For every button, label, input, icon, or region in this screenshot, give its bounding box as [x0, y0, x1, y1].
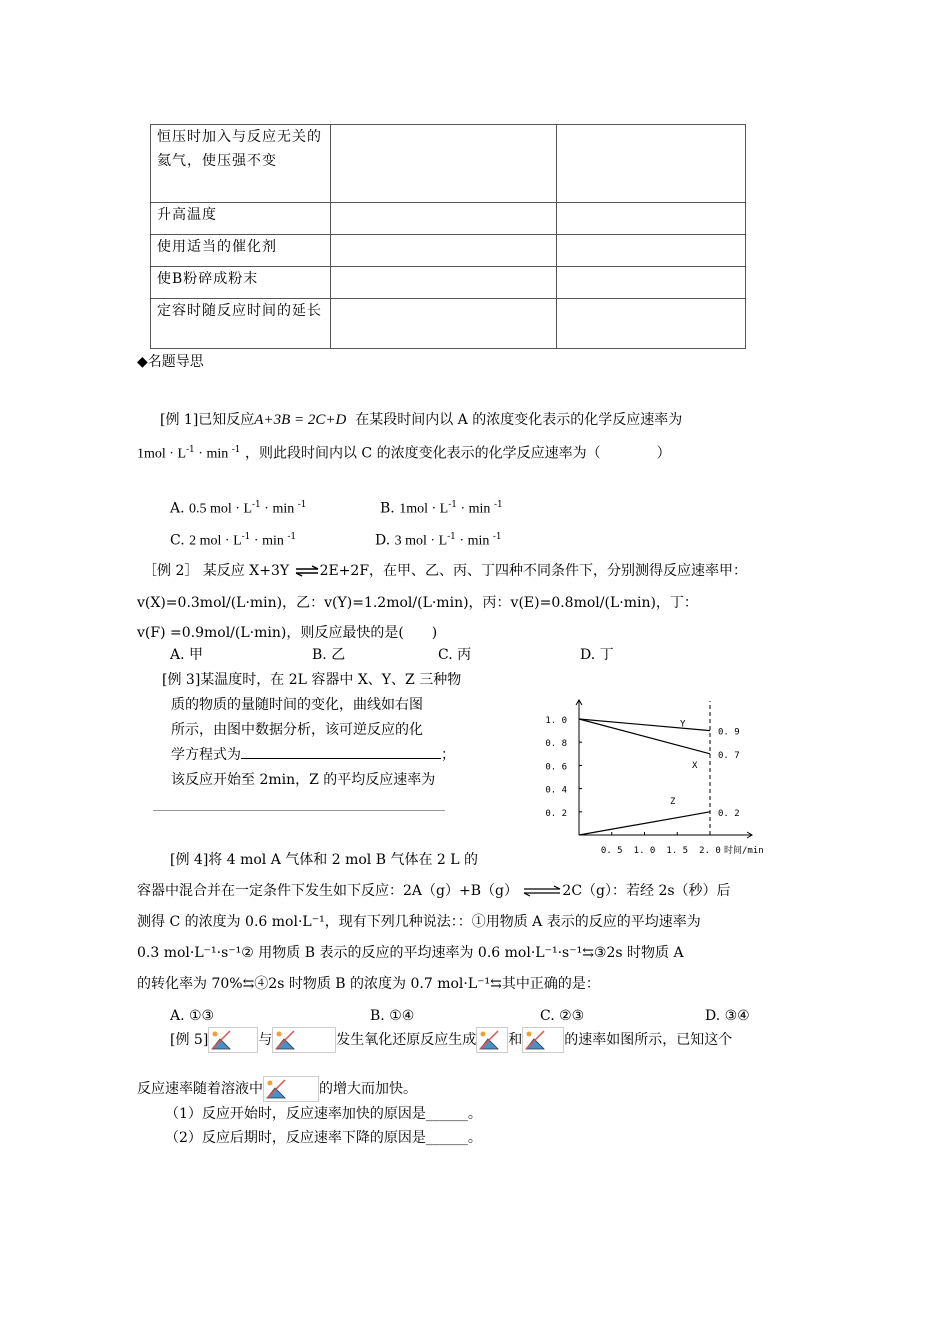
superscript: -1 [448, 500, 457, 510]
example5-text: 与 [258, 1032, 273, 1048]
example1-option-a[interactable] [170, 495, 307, 520]
example3-line: 该反应开始至 2min，Z 的平均反应速率为 [171, 772, 436, 788]
option-value: 1mol · L [399, 501, 449, 517]
example5-question-2: （2）反应后期时，反应速率下降的原因是______。 [165, 1130, 482, 1146]
example2-line3: v(F) =0.9mol/(L·min)，则反应最快的是( ) [137, 625, 438, 641]
superscript: -1 [241, 532, 251, 542]
rate-value: 1mol · L [137, 446, 186, 462]
superscript: -1 [186, 445, 195, 455]
broken-image-icon [208, 1027, 258, 1053]
example2-line1 [143, 561, 747, 581]
example2-text: 2E+2F，在甲、乙、丙、丁四种不同条件下，分别测得反应速率甲： [319, 563, 748, 579]
option-unit: · min [260, 501, 298, 517]
condition-cell: 定容时随反应时间的延长 [151, 299, 331, 349]
series-end-value-z: 0. 2 [718, 808, 740, 819]
condition-table [150, 124, 746, 349]
broken-image-icon [522, 1027, 564, 1053]
answer-cell[interactable] [331, 267, 557, 299]
equilibrium-arrow-icon [522, 885, 562, 897]
example5-text: 和 [508, 1032, 523, 1048]
option-key: C. [170, 532, 185, 549]
example2-option-d[interactable]: D. 丁 [580, 647, 614, 663]
superscript: -1 [492, 532, 502, 542]
example4-line1: [例 4]将 4 mol A 气体和 2 mol B 气体在 2 L 的 [170, 852, 479, 868]
x-tick-label: 1. 0 [633, 846, 656, 856]
example4-option-c[interactable]: C. ②③ [540, 1008, 585, 1024]
example1-text2: ，则此段时间内以 C 的浓度变化表示的化学反应速率为（ ） [244, 445, 671, 462]
option-unit: · min [455, 533, 493, 549]
equilibrium-arrow-icon [294, 565, 320, 577]
example4-line4: 0.3 mol·L⁻¹·s⁻¹② 用物质 B 表示的反应的平均速率为 0.6 mol·L⁻¹·s⁻¹⇆③2s 时物质 A [137, 945, 684, 961]
example3-line [171, 745, 455, 765]
condition-cell: 使B粉碎成粉末 [151, 267, 331, 299]
example1-option-c[interactable] [170, 527, 296, 552]
example4-line5: 的转化率为 70%⇆④2s 时物质 B 的浓度为 0.7 mol·L⁻¹⇆其中正确的是： [137, 976, 600, 992]
option-key: D. [375, 532, 391, 549]
punctuation: ； [441, 747, 455, 763]
option-unit: · min [250, 533, 288, 549]
example2-option-b[interactable]: B. 乙 [312, 647, 346, 663]
series-end-value-x: 0. 7 [718, 750, 740, 761]
answer-cell[interactable] [557, 299, 746, 349]
example5-line1 [170, 1027, 732, 1053]
broken-image-icon [263, 1076, 319, 1102]
broken-image-icon [476, 1027, 508, 1053]
y-tick-label: 1. 0 [545, 716, 567, 726]
condition-cell: 升高温度 [151, 203, 331, 235]
option-key: A. [170, 500, 185, 517]
answer-cell[interactable] [557, 125, 746, 203]
answer-cell[interactable] [331, 299, 557, 349]
example1-line2 [137, 440, 671, 465]
example1-option-b[interactable] [380, 495, 503, 520]
answer-cell[interactable] [557, 235, 746, 267]
example5-text: 的速率如图所示，已知这个 [564, 1032, 733, 1048]
y-tick-label: 0. 6 [545, 762, 567, 773]
option-key: B. [380, 500, 395, 517]
example5-label: [例 5] [170, 1032, 209, 1048]
example3-line: 所示，由图中数据分析，该可逆反应的化 [171, 722, 423, 738]
table-row [151, 235, 746, 267]
series-label-x: X [692, 760, 698, 771]
example5-question-1: （1）反应开始时，反应速率加快的原因是______。 [165, 1106, 482, 1122]
example3-line: 质的物质的量随时间的变化，曲线如右图 [171, 697, 423, 713]
example4-line2 [137, 881, 731, 901]
example3-text: 学方程式为 [171, 747, 241, 763]
example4-option-a[interactable]: A. ①③ [170, 1008, 215, 1024]
condition-cell: 使用适当的催化剂 [151, 235, 331, 267]
example2-option-c[interactable]: C. 丙 [438, 647, 472, 663]
example4-text: 2C（g）：若经 2s（秒）后 [562, 883, 731, 899]
series-label-z: Z [670, 796, 676, 807]
example1-text1: 在某段时间内以 A 的浓度变化表示的化学反应速率为 [355, 412, 683, 428]
concentration-time-chart [530, 695, 780, 860]
table-row [151, 125, 746, 203]
example5-text: 的增大而加快。 [319, 1081, 417, 1097]
example4-text: 容器中混合并在一定条件下发生如下反应：2A（g）+B（g） [137, 883, 518, 899]
answer-cell[interactable] [557, 267, 746, 299]
example5-line2 [137, 1076, 417, 1102]
example4-option-d[interactable]: D. ③④ [705, 1008, 750, 1024]
series-end-value-y: 0. 9 [718, 727, 740, 738]
x-tick-label: 1. 5 [666, 846, 689, 856]
y-tick-label: 0. 2 [545, 808, 567, 819]
series-line-z [579, 812, 710, 835]
superscript: -1 [493, 500, 503, 510]
x-tick-label: 0. 5 [600, 846, 623, 856]
example2-option-a[interactable]: A. 甲 [170, 647, 204, 663]
table-row [151, 203, 746, 235]
x-axis-label: 时间/min [724, 846, 764, 856]
example5-text: 反应速率随着溶液中 [137, 1081, 263, 1097]
y-tick-label: 0. 4 [545, 785, 567, 796]
superscript: -1 [297, 500, 307, 510]
example1-option-d[interactable] [375, 527, 502, 552]
condition-cell: 恒压时加入与反应无关的氦气，使压强不变 [151, 125, 331, 203]
example5-text: 发生氧化还原反应生成 [336, 1032, 477, 1048]
superscript: -1 [287, 532, 297, 542]
superscript: -1 [252, 500, 261, 510]
example1-equation: A+3B = 2C+D [254, 412, 347, 428]
example1-line1 [160, 410, 682, 430]
rate-unit: · min [194, 446, 232, 462]
series-label-y: Y [680, 719, 686, 730]
y-tick-label: 0. 8 [545, 739, 567, 750]
table-row [151, 267, 746, 299]
answer-blank[interactable] [153, 810, 445, 811]
option-value: 2 mol · L [189, 533, 242, 549]
answer-cell[interactable] [557, 203, 746, 235]
example2-line2: v(X)=0.3mol/(L·min)，乙：v(Y)=1.2mol/(L·min)，丙：v(E)=0.8mol/(L·min)，丁： [137, 595, 698, 611]
x-tick-label: 2. 0 [699, 846, 721, 856]
example4-line3: 测得 C 的浓度为 0.6 mol·L⁻¹，现有下列几种说法：：①用物质 A 表示的反应的平均速率为 [137, 914, 701, 930]
example2-text: ［例 2］ 某反应 X+3Y [143, 563, 290, 579]
superscript: -1 [231, 445, 241, 455]
superscript: -1 [447, 532, 456, 542]
example3-line: [例 3]某温度时，在 2L 容器中 X、Y、Z 三种物 [162, 672, 462, 688]
table-row [151, 299, 746, 349]
option-value: 0.5 mol · L [189, 501, 253, 517]
section-heading: ◆名题导思 [137, 354, 204, 370]
answer-cell[interactable] [331, 235, 557, 267]
option-value: 3 mol · L [394, 533, 448, 549]
option-unit: · min [456, 501, 494, 517]
example1-label: [例 1]已知反应 [160, 412, 255, 428]
answer-cell[interactable] [331, 125, 557, 203]
broken-image-icon [272, 1027, 336, 1053]
example4-option-b[interactable]: B. ①④ [370, 1008, 415, 1024]
answer-blank[interactable] [241, 758, 441, 759]
answer-cell[interactable] [331, 203, 557, 235]
